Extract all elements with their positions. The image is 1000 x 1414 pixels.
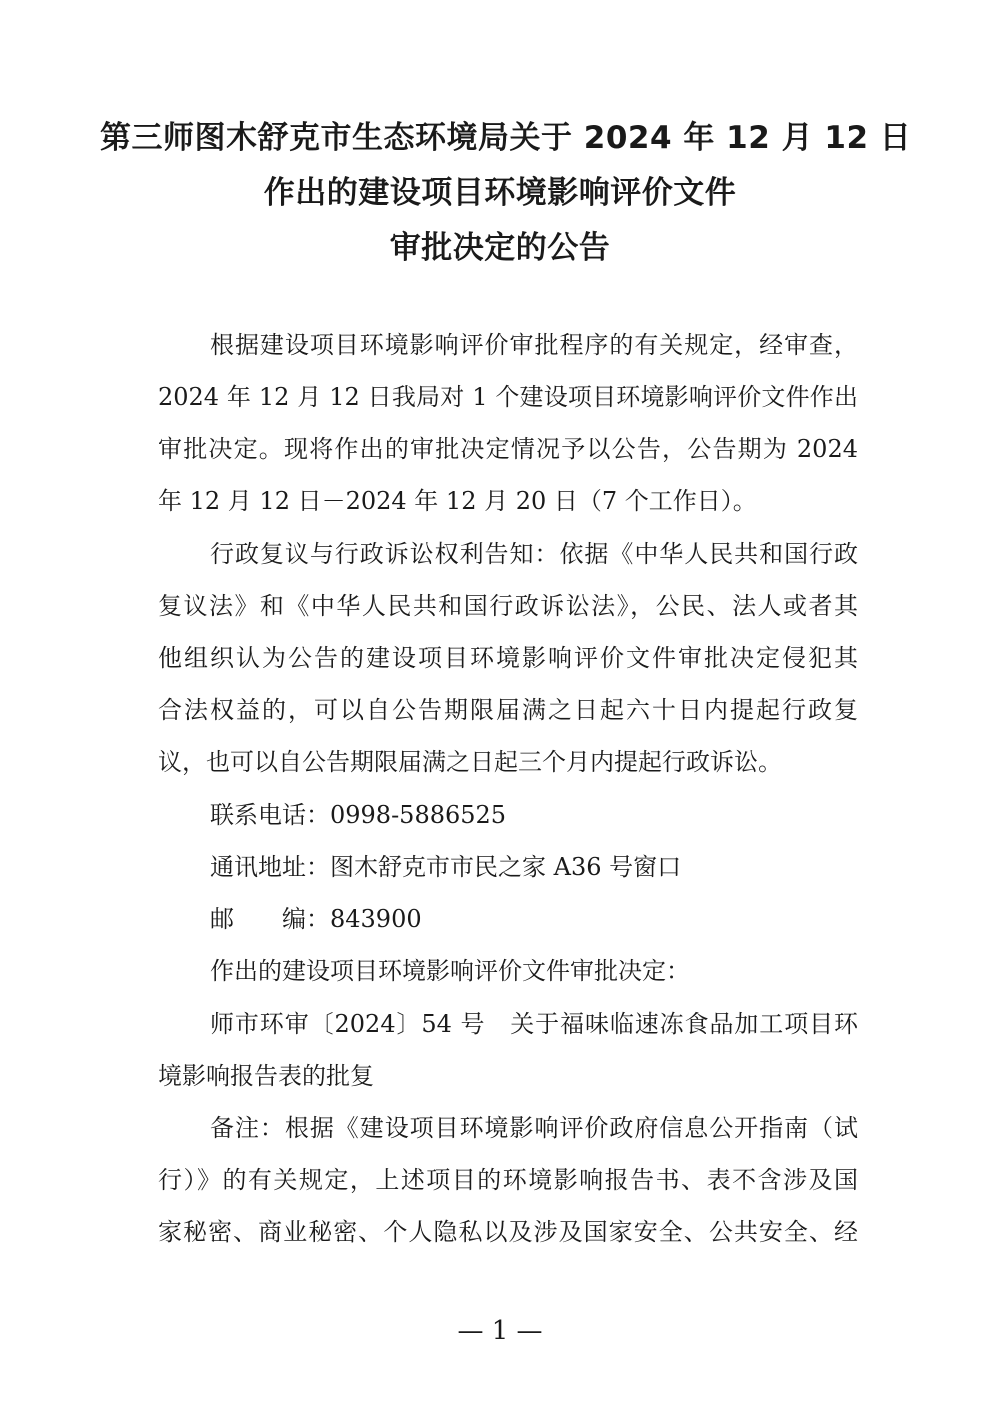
paragraph-2-line-4: 合法权益的，可以自公告期限届满之日起六十日内提起行政复: [158, 696, 858, 724]
paragraph-1-line-3: 审批决定。现将作出的审批决定情况予以公告，公告期为 2024: [158, 435, 858, 463]
decision-heading: 作出的建设项目环境影响评价文件审批决定：: [210, 957, 690, 985]
page-number: — 1 —: [457, 1316, 543, 1346]
note-line-1: 备注：根据《建设项目环境影响评价政府信息公开指南（试: [210, 1114, 858, 1142]
document-title-line-2: 作出的建设项目环境影响评价文件: [263, 175, 737, 211]
paragraph-2-line-3: 他组织认为公告的建设项目环境影响评价文件审批决定侵犯其: [158, 644, 858, 672]
contact-phone: 联系电话：0998-5886525: [210, 801, 507, 829]
contact-address: 通讯地址：图木舒克市市民之家 A36 号窗口: [210, 853, 682, 881]
paragraph-2-line-2: 复议法》和《中华人民共和国行政诉讼法》，公民、法人或者其: [158, 592, 858, 620]
paragraph-1-line-1: 根据建设项目环境影响评价审批程序的有关规定，经审查，: [210, 331, 858, 359]
paragraph-1-line-4: 年 12 月 12 日－2024 年 12 月 20 日（7 个工作日）。: [158, 487, 757, 515]
paragraph-1-line-2: 2024 年 12 月 12 日我局对 1 个建设项目环境影响评价文件作出: [158, 383, 858, 411]
decision-item-line-1: 师市环审〔2024〕54 号 关于福味临速冻食品加工项目环: [210, 1010, 858, 1038]
document-title-line-1: 第三师图木舒克市生态环境局关于 2024 年 12 月 12 日: [100, 120, 912, 156]
paragraph-2-line-5: 议，也可以自公告期限届满之日起三个月内提起行政诉讼。: [158, 748, 782, 776]
contact-postcode: 邮 编：843900: [210, 905, 422, 933]
note-line-3: 家秘密、商业秘密、个人隐私以及涉及国家安全、公共安全、经: [158, 1218, 858, 1246]
decision-item-line-2: 境影响报告表的批复: [158, 1062, 374, 1090]
paragraph-2-line-1: 行政复议与行政诉讼权利告知：依据《中华人民共和国行政: [210, 540, 858, 568]
note-line-2: 行）》的有关规定，上述项目的环境影响报告书、表不含涉及国: [158, 1166, 858, 1194]
document-title-line-3: 审批决定的公告: [389, 230, 611, 266]
